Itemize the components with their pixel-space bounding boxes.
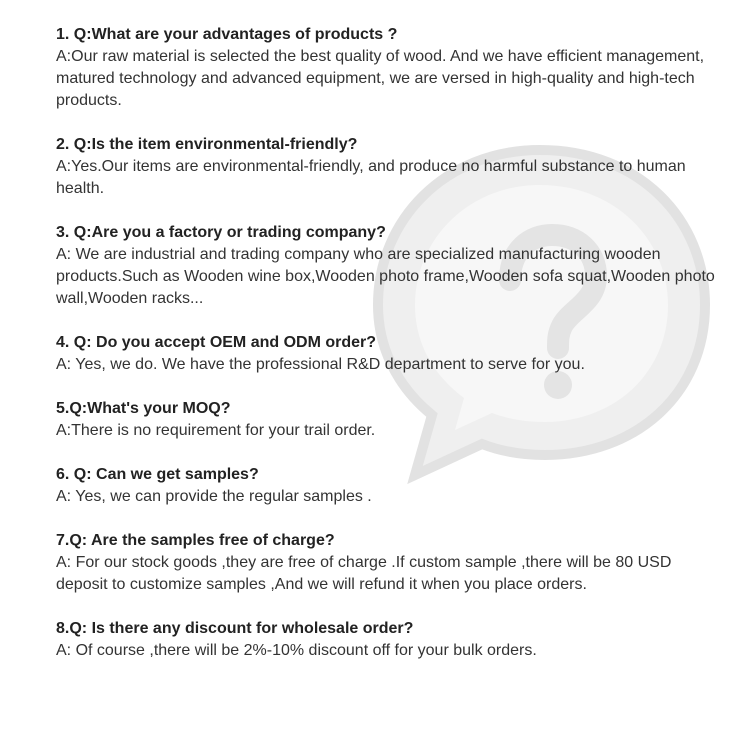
- faq-answer: A: Yes, we can provide the regular samples .: [56, 488, 372, 505]
- faq-item: [56, 24, 726, 112]
- faq-item: [56, 134, 726, 200]
- faq-list: [56, 24, 726, 684]
- faq-item: [56, 530, 726, 596]
- faq-question: 7.Q: Are the samples free of charge?: [56, 532, 335, 549]
- faq-answer: A:Our raw material is selected the best quality of wood. And we have efficient management, matured technology and advanced equipment, we are versed in high-quality and high-tech products.: [56, 48, 705, 109]
- faq-item: [56, 618, 726, 662]
- faq-answer: A:There is no requirement for your trail order.: [56, 422, 376, 439]
- faq-question: 6. Q: Can we get samples?: [56, 466, 259, 483]
- faq-question: 5.Q:What's your MOQ?: [56, 400, 231, 417]
- faq-answer: A: For our stock goods ,they are free of charge .If custom sample ,there will be 80 USD deposit to customize samples ,And we will refund it when you place orders.: [56, 554, 672, 593]
- faq-question: 3. Q:Are you a factory or trading company?: [56, 224, 386, 241]
- faq-item: [56, 332, 726, 376]
- faq-answer: A: We are industrial and trading company who are specialized manufacturing wooden products.Such as Wooden wine box,Wooden photo frame,Wooden sofa squat,Wooden photo wall,Wooden racks...: [56, 246, 715, 307]
- faq-question: 4. Q: Do you accept OEM and ODM order?: [56, 334, 377, 351]
- faq-item: [56, 464, 726, 508]
- faq-answer: A: Of course ,there will be 2%-10% discount off for your bulk orders.: [56, 642, 537, 659]
- faq-question: 2. Q:Is the item environmental-friendly?: [56, 136, 358, 153]
- faq-answer: A: Yes, we do. We have the professional R&D department to serve for you.: [56, 356, 585, 373]
- faq-item: [56, 222, 726, 310]
- faq-question: 1. Q:What are your advantages of products ?: [56, 26, 398, 43]
- faq-question: 8.Q: Is there any discount for wholesale order?: [56, 620, 414, 637]
- faq-item: [56, 398, 726, 442]
- faq-answer: A:Yes.Our items are environmental-friendly, and produce no harmful substance to human health.: [56, 158, 686, 197]
